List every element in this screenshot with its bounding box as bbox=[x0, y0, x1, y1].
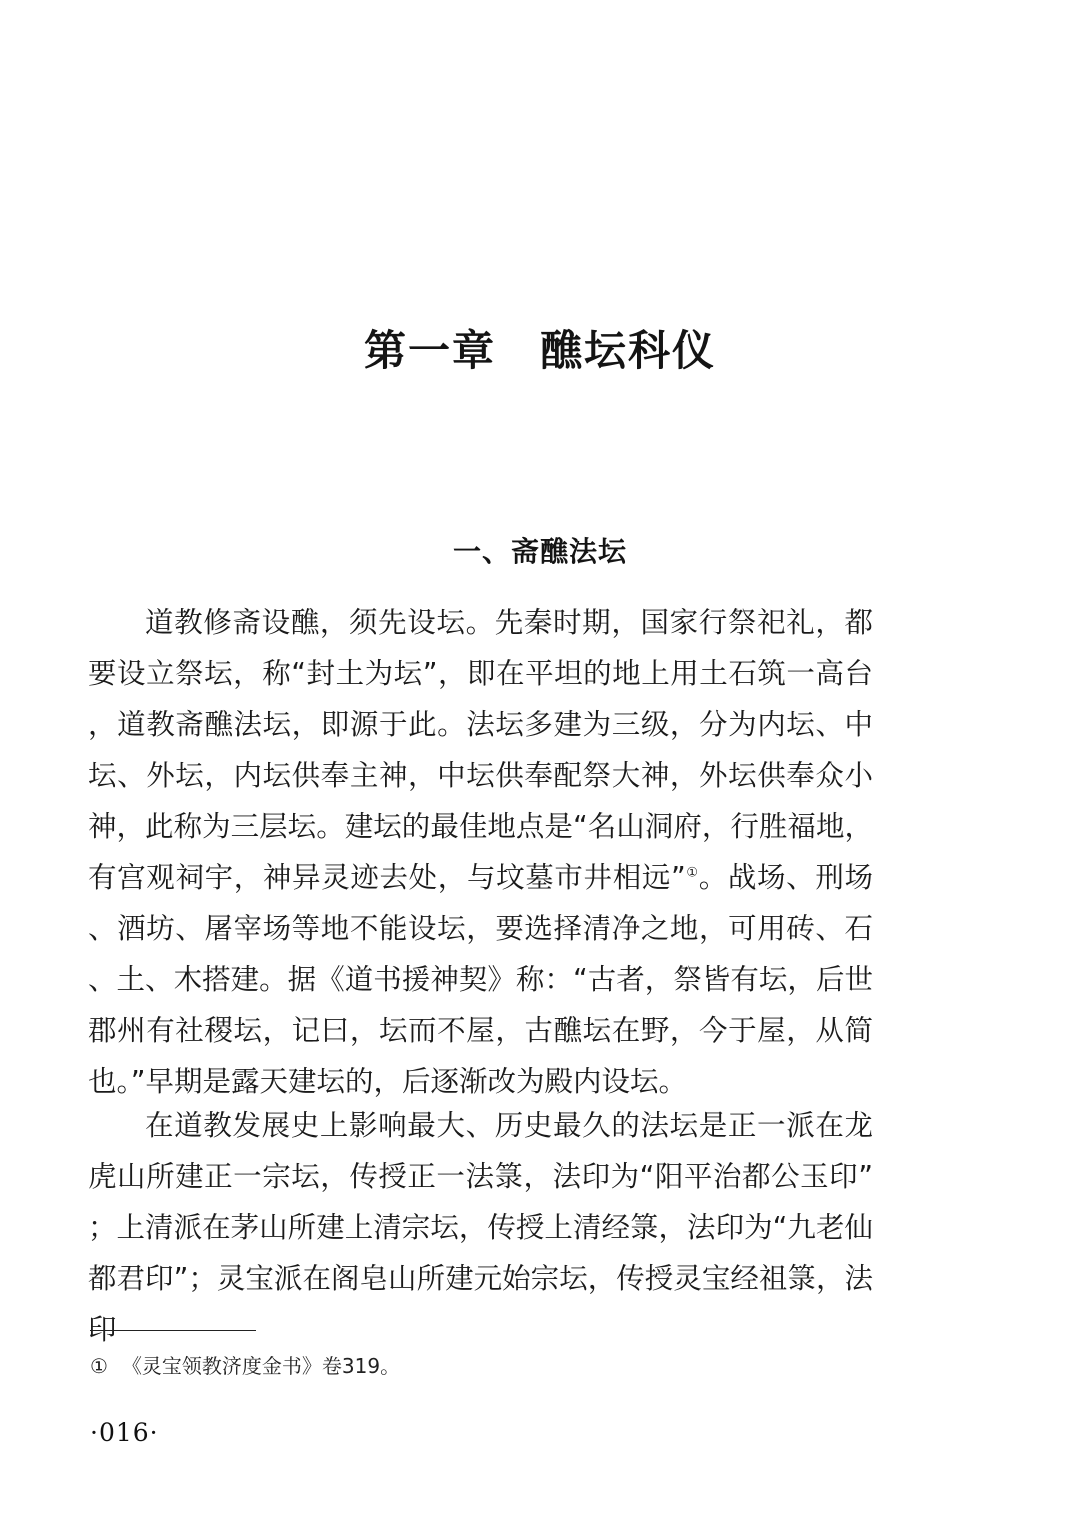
paragraph-text-continued: 。战场、刑场、酒坊、屠宰场等地不能设坛，要选择清净之地，可用砖、石、土、木搭建。据《道书援神契》称：“古者，祭皆有坛，后世郡州有社稷坛，记曰，坛而不屋，古醮坛在野，今于屋，从简也。”早期是露天建坛的，后逐渐改为殿内设坛。 bbox=[88, 861, 873, 1098]
body-paragraph-2 bbox=[88, 1100, 873, 1355]
paragraph-text: 道教修斋设醮，须先设坛。先秦时期，国家行祭祀礼，都要设立祭坛，称“封土为坛”，即在平坦的地上用土石筑一高台，道教斋醮法坛，即源于此。法坛多建为三级，分为内坛、中坛、外坛，内坛供奉主神，中坛供奉配祭大神，外坛供奉众小神，此称为三层坛。建坛的最佳地点是“名山洞府，行胜福地，有宫观祠宇，神异灵迹去处，与坟墓市井相远” bbox=[88, 606, 873, 894]
page-number: ·016· bbox=[90, 1418, 159, 1447]
footnote-divider bbox=[90, 1330, 256, 1331]
paragraph bbox=[88, 597, 873, 1107]
chapter-number: 第一章 bbox=[363, 326, 496, 375]
footnote-reference[interactable]: ① bbox=[685, 865, 699, 881]
chapter-title bbox=[0, 318, 1080, 378]
footnote-text: 《灵宝领教济度金书》卷319。 bbox=[121, 1354, 401, 1378]
paragraph: 在道教发展史上影响最大、历史最久的法坛是正一派在龙虎山所建正一宗坛，传授正一法箓，法印为“阳平治都公玉印”；上清派在茅山所建上清宗坛，传授上清经箓，法印为“九老仙都君印”；灵宝派在阁皂山所建元始宗坛，传授灵宝经祖箓，法印 bbox=[88, 1109, 873, 1346]
chapter-name: 醮坛科仪 bbox=[540, 326, 717, 375]
footnote bbox=[90, 1350, 400, 1379]
body-paragraph-1 bbox=[88, 597, 873, 1107]
section-title: 一、斋醮法坛 bbox=[452, 535, 627, 568]
footnote-marker: ① bbox=[90, 1354, 108, 1378]
